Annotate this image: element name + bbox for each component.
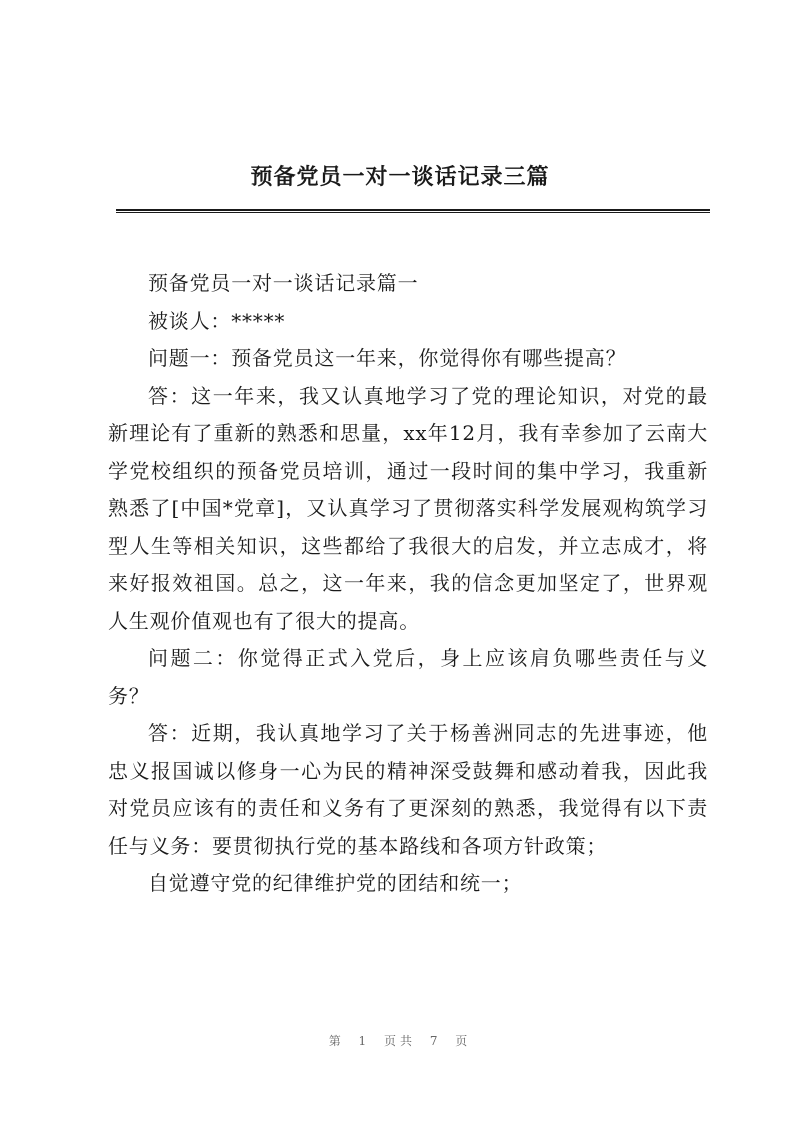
answer-one: 答：这一年来，我又认真地学习了党的理论知识，对党的最新理论有了重新的熟悉和思量，xx年12月，我有幸参加了云南大学党校组织的预备党员培训，通过一段时间的集中学习，我重新熟悉了[中国*党章]，又认真学习了贯彻落实科学发展观构筑学习型人生等相关知识，这些都给了我很大的启发，并立志成才，将来好报效祖国。总之，这一年来，我的信念更加坚定了，世界观人生观价值观也有了很大的提高。 [108, 383, 708, 633]
interviewee-line: 被谈人：***** [148, 308, 286, 333]
title-divider [116, 209, 710, 213]
question-one: 问题一：预备党员这一年来，你觉得你有哪些提高？ [148, 346, 627, 370]
page-title: 预备党员一对一谈话记录三篇 [250, 164, 550, 190]
answer-two-continued: 自觉遵守党的纪律维护党的团结和统一； [148, 871, 523, 895]
section-heading: 预备党员一对一谈话记录篇一 [148, 271, 419, 295]
question-two: 问题二：你觉得正式入党后，身上应该肩负哪些责任与义务？ [108, 646, 708, 708]
page-footer: 第 1 页共 7 页 [328, 1034, 472, 1048]
document-body [108, 265, 708, 903]
answer-two: 答：近期，我认真地学习了关于杨善洲同志的先进事迹，他忠义报国诚以修身一心为民的精神深受鼓舞和感动着我，因此我对党员应该有的责任和义务有了更深刻的熟悉，我觉得有以下责任与义务：要贯彻执行党的基本路线和各项方针政策； [108, 721, 708, 858]
